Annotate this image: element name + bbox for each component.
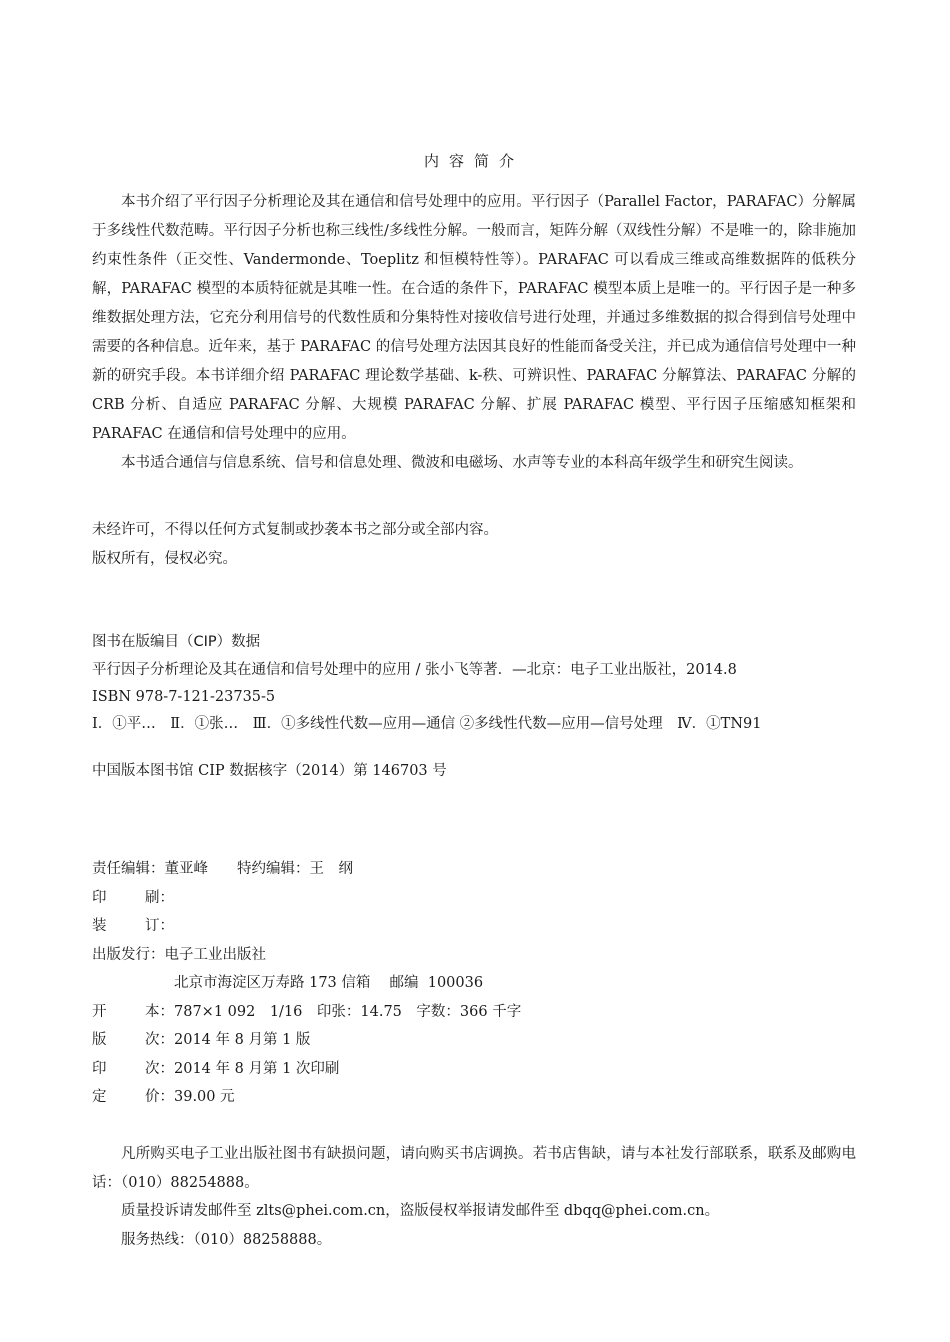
edition-row bbox=[92, 1026, 521, 1055]
print-label: 印 刷： bbox=[92, 889, 174, 906]
editor-row bbox=[92, 855, 521, 884]
price-row bbox=[92, 1083, 521, 1112]
abstract-paragraph-2: 本书适合通信与信息系统、信号和信息处理、微波和电磁场、水声等专业的本科高年级学生和研究生阅读。 bbox=[121, 455, 803, 471]
format-value: 787×1 092 1/16 印张：14.75 字数：366 千字 bbox=[174, 1003, 522, 1020]
edition-label: 版 次： bbox=[92, 1032, 174, 1048]
cip-record-number: 中国版本图书馆 CIP 数据核字（2014）第 146703 号 bbox=[92, 763, 447, 779]
printing-row bbox=[92, 1055, 521, 1084]
format-row bbox=[92, 998, 521, 1027]
publisher-value: 电子工业出版社 bbox=[164, 946, 266, 963]
edition-value: 2014 年 8 月第 1 版 bbox=[174, 1032, 311, 1048]
copyright-notice bbox=[92, 516, 498, 574]
cip-line-1: 平行因子分析理论及其在通信和信号处理中的应用 / 张小飞等著．—北京：电子工业出版社，2014.8 bbox=[92, 662, 737, 678]
printing-value: 2014 年 8 月第 1 次印刷 bbox=[174, 1060, 340, 1077]
copyright-line-2: 版权所有，侵权必究。 bbox=[92, 551, 237, 567]
binding-row bbox=[92, 912, 521, 941]
cip-data bbox=[92, 657, 872, 738]
price-label: 定 价： bbox=[92, 1089, 174, 1105]
price-value: 39.00 元 bbox=[174, 1089, 235, 1105]
cip-line-2: ISBN 978-7-121-23735-5 bbox=[92, 689, 276, 705]
copyright-line-1: 未经许可，不得以任何方式复制或抄袭本书之部分或全部内容。 bbox=[92, 522, 498, 538]
printing-label: 印 次： bbox=[92, 1060, 174, 1077]
publisher-address: 北京市海淀区万寿路 173 信箱 邮编 100036 bbox=[174, 975, 484, 991]
abstract-paragraph-1: 本书介绍了平行因子分析理论及其在通信和信号处理中的应用。平行因子（Parallel Factor，PARAFAC）分解属于多线性代数范畴。平行因子分析也称三线性/多线性分解。一般而言，矩阵分解（双线性分解）不是唯一的，除非施加约束性条件（正交性、Vandermonde、Toeplitz 和恒模特性等）。PARAFAC 可以看成三维或高维数据阵的低秩分解，PARAFAC 模型的本质特征就是其唯一性。在合适的条件下，PARAFAC 模型本质上是唯一的。平行因子是一种多维数据处理方法，它充分利用信号的代数性质和分集特性对接收信号进行处理，并通过多维数据的拟合得到信号处理中需要的各种信息。近年来，基于 PARAFAC 的信号处理方法因其良好的性能而备受关注，并已成为通信信号处理中一种新的研究手段。本书详细介绍 PARAFAC 理论数学基础、k-秩、可辨识性、PARAFAC 分解算法、PARAFAC 分解的 CRB 分析、自适应 PARAFAC 分解、大规模 PARAFAC 分解、扩展 PARAFAC 模型、平行因子压缩感知框架和 PARAFAC 在通信和信号处理中的应用。 bbox=[92, 194, 856, 442]
binding-label: 装 订： bbox=[92, 918, 174, 934]
publication-info bbox=[92, 855, 521, 1112]
cip-line-3: Ⅰ．①平… Ⅱ．①张… Ⅲ．①多线性代数—应用—通信 ②多线性代数—应用—信号处理 Ⅳ．①TN91 bbox=[92, 716, 762, 732]
publisher-label: 出版发行： bbox=[92, 946, 165, 963]
page-title: 内容简介 bbox=[423, 152, 524, 170]
notice-paragraph-2: 质量投诉请发邮件至 zlts@phei.com.cn，盗版侵权举报请发邮件至 dbqq@phei.com.cn。 bbox=[121, 1203, 720, 1219]
notice-paragraph-1: 凡所购买电子工业出版社图书有缺损问题，请向购买书店调换。若书店售缺，请与本社发行部联系，联系及邮购电话：（010）88254888。 bbox=[92, 1146, 856, 1191]
cip-heading: 图书在版编目（CIP）数据 bbox=[92, 634, 261, 650]
print-row bbox=[92, 884, 521, 913]
customer-notice bbox=[92, 1140, 856, 1254]
format-label: 开 本： bbox=[92, 1003, 174, 1020]
abstract-section bbox=[92, 188, 856, 478]
publisher-row bbox=[92, 941, 521, 970]
editor-text: 责任编辑：董亚峰 特约编辑：王 纲 bbox=[92, 861, 353, 877]
notice-paragraph-3: 服务热线：（010）88258888。 bbox=[121, 1231, 332, 1248]
